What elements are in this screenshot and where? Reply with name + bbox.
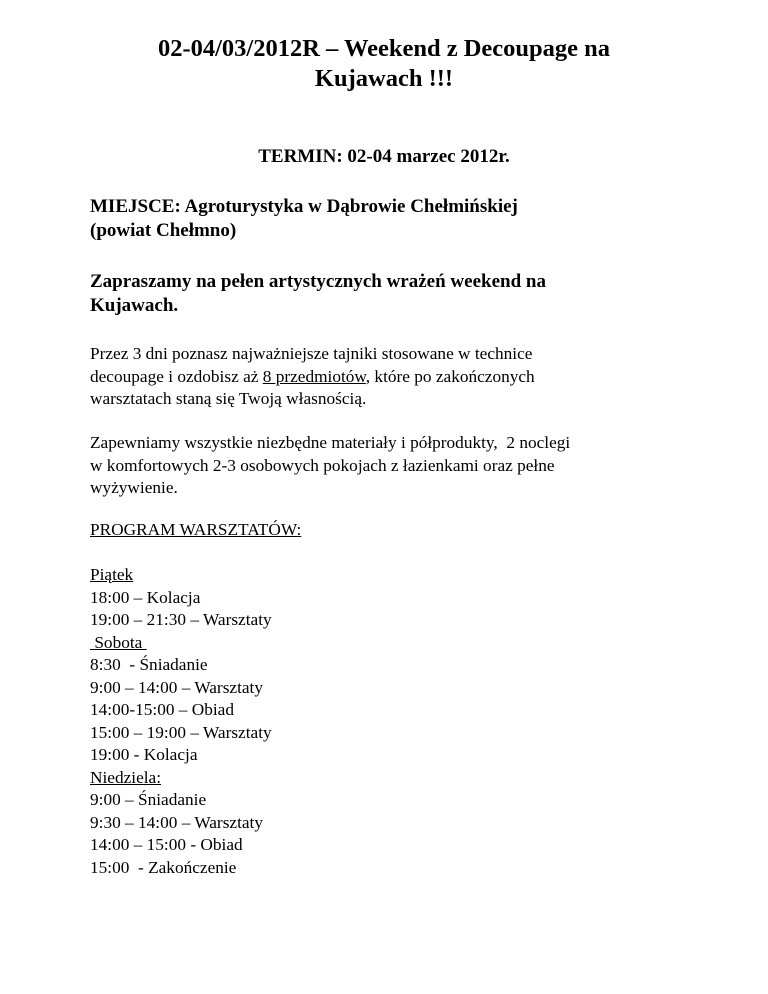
para2-line-2: w komfortowych 2-3 osobowych pokojach z łazienkami oraz pełne: [90, 455, 555, 475]
schedule-item: 19:00 – 21:30 – Warsztaty: [90, 610, 272, 629]
paragraph-workshop-info: [90, 343, 690, 411]
termin-line: TERMIN: 02-04 marzec 2012r.: [258, 146, 510, 167]
invite-line-2: Kujawach.: [90, 295, 179, 316]
para1-line-2-after: , które po zakończonych: [365, 366, 535, 386]
miejsce-line-1: MIEJSCE: Agroturystyka w Dąbrowie Chełmińskiej: [90, 196, 518, 217]
para1-line-3: warsztatach staną się Twoją własnością.: [90, 389, 367, 408]
para1-line-2-before: decoupage i ozdobisz aż: [90, 366, 263, 386]
title-line-1: 02-04/03/2012R – Weekend z Decoupage na: [157, 35, 611, 62]
schedule-item: 15:00 – 19:00 – Warsztaty: [90, 722, 272, 742]
para2-line-1: Zapewniamy wszystkie niezbędne materiały i półprodukty, 2 noclegi: [90, 433, 571, 452]
schedule-item: 14:00 – 15:00 - Obiad: [90, 835, 243, 854]
title-line-2: Kujawach !!!: [314, 65, 454, 92]
paragraph-provisions: [90, 432, 690, 500]
schedule-item: 8:30 - Śniadanie: [90, 655, 208, 674]
page-title: [90, 34, 678, 94]
schedule-item: 18:00 – Kolacja: [90, 587, 201, 607]
day-name-saturday: Sobota: [90, 632, 147, 652]
schedule-item: 9:30 – 14:00 – Warsztaty: [90, 812, 263, 832]
day-name-friday: Piątek: [90, 565, 134, 584]
para1-line-2: [90, 366, 690, 389]
schedule-item: 19:00 - Kolacja: [90, 745, 198, 764]
program-schedule: [90, 564, 690, 879]
schedule-item: 15:00 - Zakończenie: [90, 857, 237, 877]
schedule-item: 9:00 – 14:00 – Warsztaty: [90, 677, 263, 697]
para2-line-3: wyżywienie.: [90, 478, 178, 497]
schedule-item: 14:00-15:00 – Obiad: [90, 700, 234, 719]
miejsce-section: [90, 195, 690, 243]
invite-line-1: Zapraszamy na pełen artystycznych wrażeń weekend na: [90, 271, 546, 292]
miejsce-line-2: (powiat Chełmno): [90, 220, 237, 241]
day-name-sunday: Niedziela:: [90, 767, 162, 787]
program-heading: PROGRAM WARSZTATÓW:: [90, 520, 302, 539]
invite-section: [90, 270, 690, 318]
para1-line-1: Przez 3 dni poznasz najważniejsze tajniki stosowane w technice: [90, 344, 533, 363]
schedule-item: 9:00 – Śniadanie: [90, 790, 207, 809]
items-count-underlined: 8 przedmiotów: [262, 366, 366, 386]
